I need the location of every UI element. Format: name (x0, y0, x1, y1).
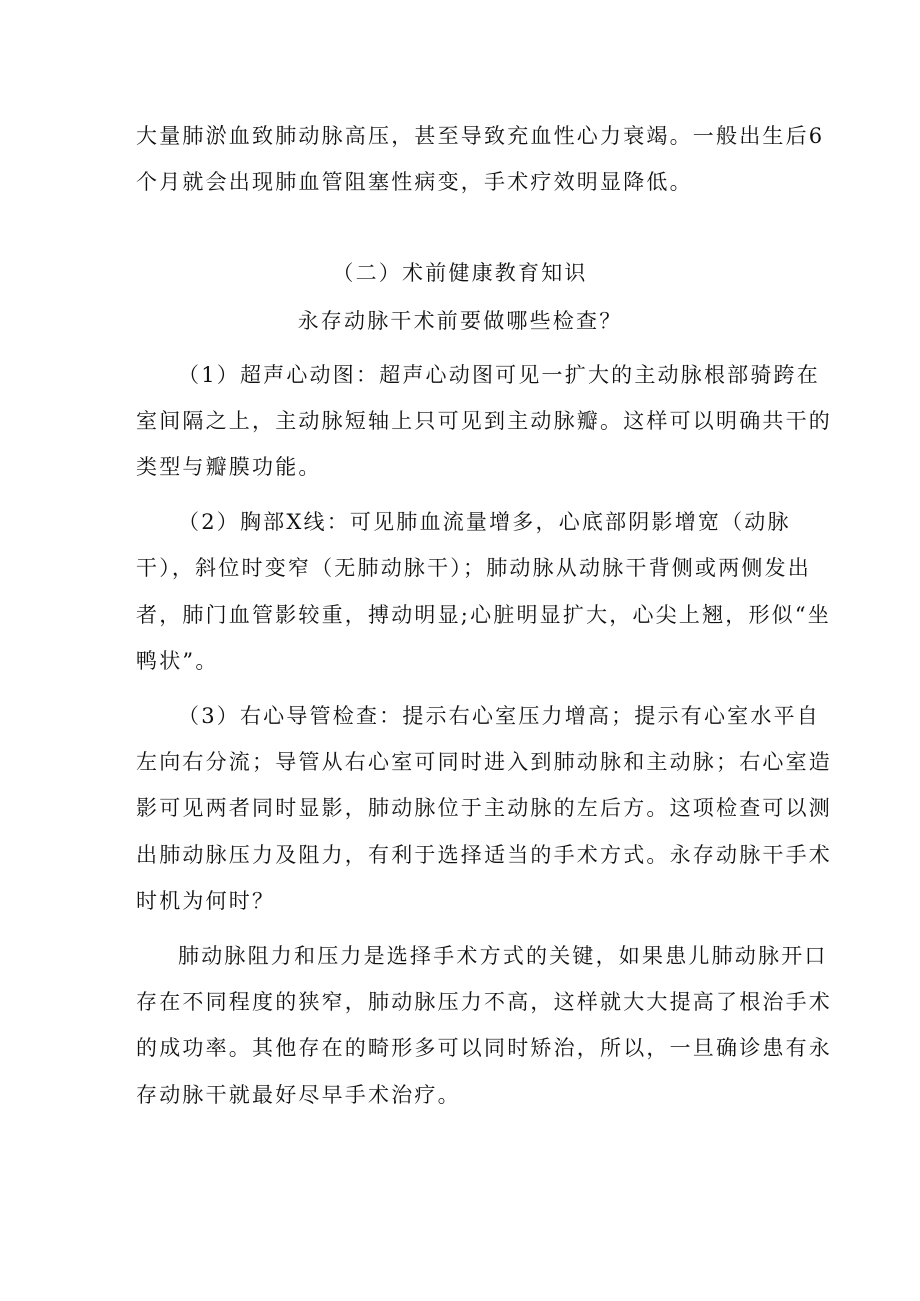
answer-line: 存动脉干就最好尽早手术治疗。 (136, 1083, 461, 1107)
item-3-line: 左向右分流；导管从右心室可同时进入到肺动脉和主动脉；右心室造 (136, 750, 832, 774)
item-1-line: （1）超声心动图：超声心动图可见一扩大的主动脉根部骑跨在 (178, 363, 820, 387)
item-3-line: 出肺动脉压力及阻力，有利于选择适当的手术方式。永存动脉干手术 (136, 843, 832, 867)
answer-line: 的成功率。其他存在的畸形多可以同时矫治，所以，一旦确诊患有永 (136, 1036, 832, 1060)
item-2-line: 干），斜位时变窄（无肺动脉干）；肺动脉从动脉干背侧或两侧发出 (136, 556, 811, 580)
paragraph-line: 大量肺淤血致肺动脉高压，甚至导致充血性心力衰竭。一般出生后6 (136, 124, 825, 148)
item-2-line: 鸭状”。 (136, 649, 219, 673)
answer-line: 肺动脉阻力和压力是选择手术方式的关键，如果患儿肺动脉开口 (178, 944, 828, 968)
item-1-line: 类型与瓣膜功能。 (136, 455, 322, 479)
section-heading: （二）术前健康教育知识 (332, 261, 588, 285)
item-3-line: 影可见两者同时显影，肺动脉位于主动脉的左后方。这项检查可以测 (136, 796, 832, 820)
item-2-line: （2）胸部X线：可见肺血流量增多，心底部阴影增宽（动脉 (178, 510, 791, 534)
section-question: 永存动脉干术前要做哪些检查？ (297, 309, 623, 333)
answer-line: 存在不同程度的狭窄，肺动脉压力不高，这样就大大提高了根治手术 (136, 990, 832, 1014)
item-2-line: 者，肺门血管影较重，搏动明显;心脏明显扩大，心尖上翘，形似“坐 (136, 603, 832, 627)
item-3-line: （3）右心导管检查：提示右心室压力增高；提示有心室水平自 (178, 704, 820, 728)
paragraph-line: 个月就会出现肺血管阻塞性病变，手术疗效明显降低。 (136, 170, 693, 194)
item-1-line: 室间隔之上，主动脉短轴上只可见到主动脉瓣。这样可以明确共干的 (136, 409, 832, 433)
item-3-line: 时机为何时？ (136, 889, 276, 913)
